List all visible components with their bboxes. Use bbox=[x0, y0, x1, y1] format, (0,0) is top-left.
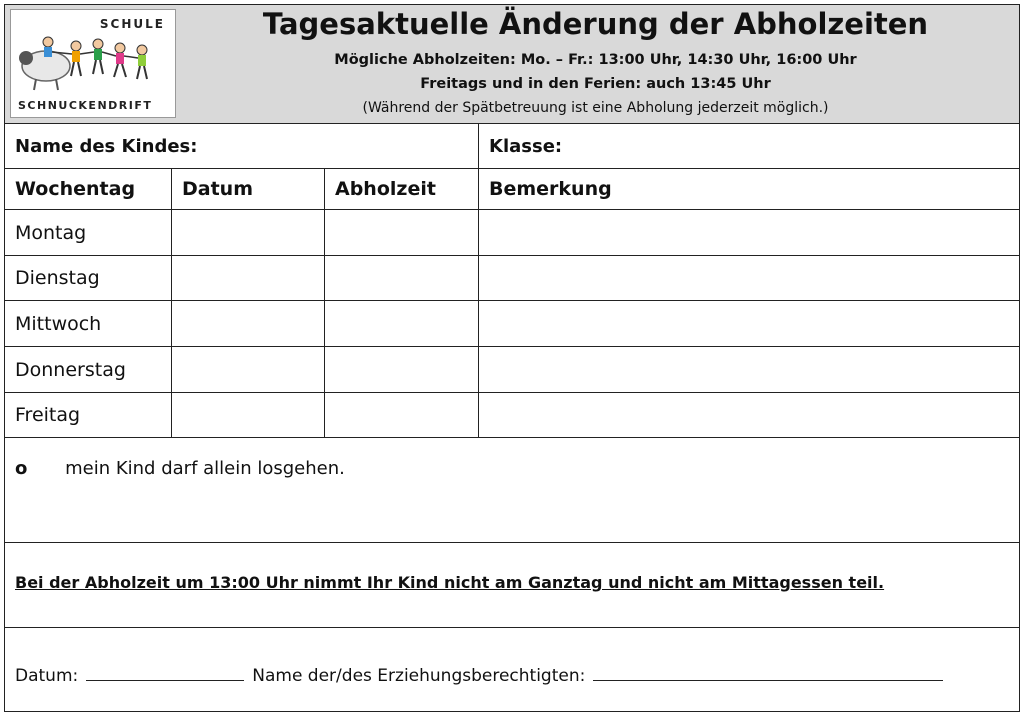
guardian-name-blank-line[interactable] bbox=[593, 679, 943, 681]
child-info-row bbox=[5, 124, 1019, 169]
column-header-pickup-time: Abholzeit bbox=[325, 169, 479, 209]
lunch-notice: Bei der Abholzeit um 13:00 Uhr nimmt Ihr Kind nicht am Ganztag und nicht am Mittagessen teil. bbox=[15, 573, 885, 592]
form-header bbox=[5, 5, 1019, 124]
remark-cell[interactable] bbox=[479, 347, 1019, 392]
column-header-weekday: Wochentag bbox=[5, 169, 172, 209]
remark-cell[interactable] bbox=[479, 393, 1019, 437]
walk-alone-option-label: mein Kind darf allein losgehen. bbox=[65, 458, 345, 479]
column-header-remark: Bemerkung bbox=[489, 178, 612, 200]
notice-row bbox=[5, 543, 1019, 628]
table-row bbox=[5, 301, 1019, 347]
date-cell[interactable] bbox=[172, 347, 325, 392]
walk-alone-option-row bbox=[5, 438, 1019, 543]
children-sheep-illustration-icon bbox=[14, 24, 164, 99]
pickup-form bbox=[4, 4, 1020, 712]
class-label: Klasse: bbox=[489, 135, 563, 157]
page-title: Tagesaktuelle Änderung der Abholzeiten bbox=[262, 7, 929, 41]
pickup-time-cell[interactable] bbox=[325, 210, 479, 255]
table-row bbox=[5, 210, 1019, 256]
child-name-label: Name des Kindes: bbox=[15, 135, 198, 157]
date-label: Datum: bbox=[15, 666, 79, 686]
remark-cell[interactable] bbox=[479, 301, 1019, 346]
date-blank-line[interactable] bbox=[86, 679, 244, 681]
pickup-time-cell[interactable] bbox=[325, 347, 479, 392]
guardian-name-label: Name der/des Erziehungsberechtigten: bbox=[252, 666, 586, 686]
class-field[interactable] bbox=[479, 124, 1019, 168]
logo-text-bottom: SCHNUCKENDRIFT bbox=[18, 99, 153, 112]
table-row bbox=[5, 347, 1019, 393]
option-checkbox-marker[interactable]: o bbox=[15, 458, 28, 479]
walk-alone-option[interactable] bbox=[15, 458, 345, 479]
weekday-cell: Dienstag bbox=[5, 256, 172, 300]
remark-cell[interactable] bbox=[479, 210, 1019, 255]
logo-text-top: SCHULE bbox=[99, 17, 165, 31]
weekday-cell: Donnerstag bbox=[5, 347, 172, 392]
child-name-field[interactable] bbox=[5, 124, 479, 168]
table-row bbox=[5, 393, 1019, 438]
table-row bbox=[5, 256, 1019, 301]
weekday-cell: Mittwoch bbox=[5, 301, 172, 346]
school-logo bbox=[10, 9, 176, 118]
pickup-times-info: Mögliche Abholzeiten: Mo. – Fr.: 13:00 Uhr, 14:30 Uhr, 16:00 Uhr bbox=[334, 52, 857, 68]
weekday-cell: Montag bbox=[5, 210, 172, 255]
signature-row bbox=[5, 628, 1019, 713]
column-header-date: Datum bbox=[172, 169, 325, 209]
date-cell[interactable] bbox=[172, 210, 325, 255]
friday-holiday-info: Freitags und in den Ferien: auch 13:45 Uhr bbox=[420, 76, 771, 92]
signature-line bbox=[15, 666, 951, 686]
date-cell[interactable] bbox=[172, 301, 325, 346]
pickup-time-cell[interactable] bbox=[325, 301, 479, 346]
pickup-time-cell[interactable] bbox=[325, 256, 479, 300]
date-cell[interactable] bbox=[172, 256, 325, 300]
table-header-row bbox=[5, 169, 1019, 210]
pickup-time-cell[interactable] bbox=[325, 393, 479, 437]
remark-cell[interactable] bbox=[479, 256, 1019, 300]
late-care-info: (Während der Spätbetreuung ist eine Abholung jederzeit möglich.) bbox=[362, 100, 829, 116]
date-cell[interactable] bbox=[172, 393, 325, 437]
weekday-cell: Freitag bbox=[5, 393, 172, 437]
